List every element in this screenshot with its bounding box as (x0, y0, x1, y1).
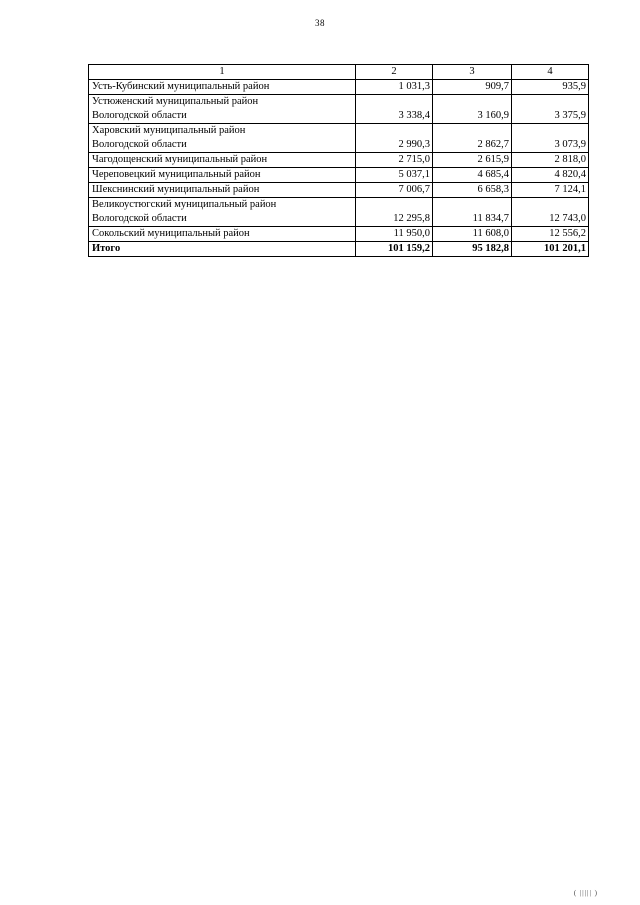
total-value-3: 95 182,8 (433, 242, 512, 257)
row-value-2: 5 037,1 (356, 168, 433, 183)
row-value-3: 909,7 (433, 80, 512, 95)
column-header-2: 2 (356, 65, 433, 80)
table-header-row (89, 65, 589, 80)
row-value-4: 7 124,1 (512, 183, 589, 198)
row-value-3: 11 608,0 (433, 227, 512, 242)
row-value-4: 4 820,4 (512, 168, 589, 183)
row-value-2: 12 295,8 (356, 198, 433, 227)
row-value-2: 11 950,0 (356, 227, 433, 242)
row-value-4: 12 743,0 (512, 198, 589, 227)
table-row (89, 227, 589, 242)
total-value-4: 101 201,1 (512, 242, 589, 257)
row-name: Усть-Кубинский муниципальный район (89, 80, 356, 95)
column-header-3: 3 (433, 65, 512, 80)
page-number: 38 (315, 18, 325, 28)
row-value-2: 7 006,7 (356, 183, 433, 198)
table-row (89, 198, 589, 227)
row-value-3: 4 685,4 (433, 168, 512, 183)
corner-mark: ( ||||| ) (573, 889, 598, 897)
row-value-2: 1 031,3 (356, 80, 433, 95)
row-value-2: 2 990,3 (356, 124, 433, 153)
row-value-4: 3 375,9 (512, 95, 589, 124)
row-value-4: 2 818,0 (512, 153, 589, 168)
row-value-3: 6 658,3 (433, 183, 512, 198)
row-name: Шекснинский муниципальный район (89, 183, 356, 198)
row-name: Харовский муниципальный район Вологодской области (89, 124, 356, 153)
total-value-2: 101 159,2 (356, 242, 433, 257)
row-value-2: 2 715,0 (356, 153, 433, 168)
row-value-3: 2 862,7 (433, 124, 512, 153)
table-row (89, 168, 589, 183)
row-value-4: 3 073,9 (512, 124, 589, 153)
table-total-row (89, 242, 589, 257)
row-value-4: 935,9 (512, 80, 589, 95)
total-label: Итого (89, 242, 356, 257)
row-name: Череповецкий муниципальный район (89, 168, 356, 183)
table-row (89, 183, 589, 198)
row-name: Устюженский муниципальный район Вологодской области (89, 95, 356, 124)
row-value-3: 3 160,9 (433, 95, 512, 124)
table-row (89, 153, 589, 168)
row-name: Великоустюгский муниципальный район Вологодской области (89, 198, 356, 227)
table-row (89, 80, 589, 95)
row-value-3: 11 834,7 (433, 198, 512, 227)
table-row (89, 124, 589, 153)
row-name: Сокольский муниципальный район (89, 227, 356, 242)
row-value-3: 2 615,9 (433, 153, 512, 168)
table-row (89, 95, 589, 124)
budget-table (88, 64, 589, 257)
row-name: Чагодощенский муниципальный район (89, 153, 356, 168)
column-header-4: 4 (512, 65, 589, 80)
row-value-2: 3 338,4 (356, 95, 433, 124)
row-value-4: 12 556,2 (512, 227, 589, 242)
column-header-1: 1 (89, 65, 356, 80)
